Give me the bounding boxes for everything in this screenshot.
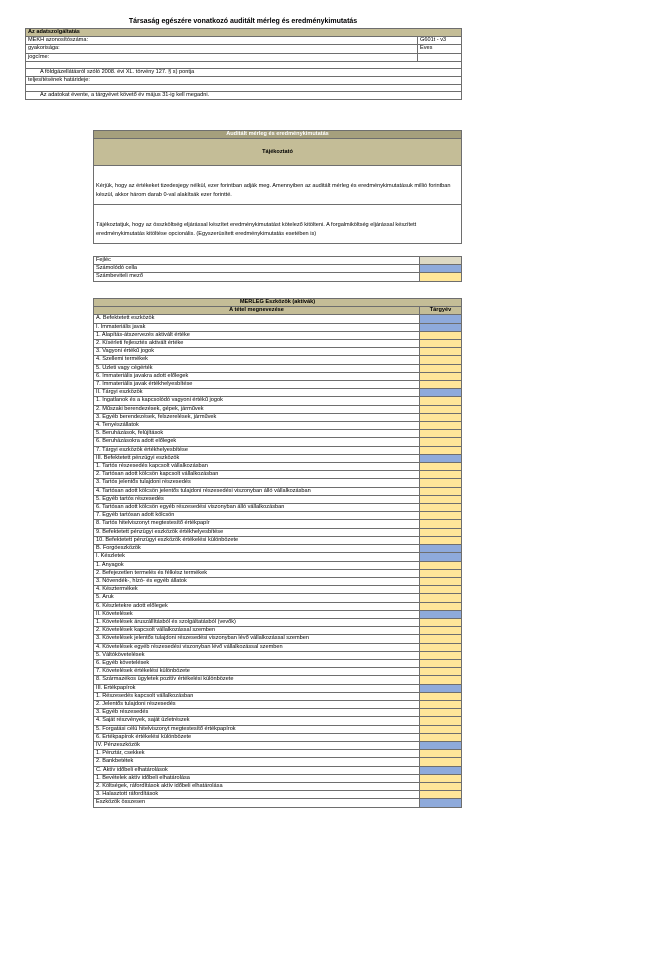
input-cell[interactable] — [420, 348, 462, 356]
table-row — [94, 479, 462, 487]
table-row — [94, 528, 462, 536]
legend-input-label: Számbeviteli mező — [94, 273, 420, 281]
input-cell[interactable] — [420, 463, 462, 471]
table-row — [94, 668, 462, 676]
row-label: IV. Pénzeszközök — [94, 741, 420, 749]
column-header-year: Tárgyév — [420, 307, 462, 315]
table-row — [94, 348, 462, 356]
table-row — [94, 545, 462, 553]
input-cell[interactable] — [420, 717, 462, 725]
table-row — [94, 700, 462, 708]
table-row — [94, 750, 462, 758]
table-row — [94, 635, 462, 643]
table-row — [94, 405, 462, 413]
input-cell[interactable] — [420, 774, 462, 782]
row-label: 1. Tartós részesedés kapcsolt vállalkozásban — [94, 463, 420, 471]
input-cell[interactable] — [420, 594, 462, 602]
table-row — [94, 422, 462, 430]
input-cell[interactable] — [420, 340, 462, 348]
input-cell[interactable] — [420, 372, 462, 380]
table-row — [94, 520, 462, 528]
row-label: 5. Beruházások, felújítások — [94, 430, 420, 438]
table-row — [94, 791, 462, 799]
input-cell[interactable] — [420, 643, 462, 651]
table-row — [94, 512, 462, 520]
table-row — [94, 733, 462, 741]
deadline-text: Az adatokat évente, a tárgyévet követő év május 31-ig kell megadni. — [26, 92, 462, 100]
row-label: 3. Követelések jelentős tulajdoni részesedési viszonyban lévő vállalkozással szemben — [94, 635, 420, 643]
legend-calc-label: Számolódó cella — [94, 265, 420, 273]
legal-label: jogcíme: — [26, 53, 418, 61]
row-label: I. Immateriális javak — [94, 323, 420, 331]
legend-input-swatch — [420, 273, 462, 281]
input-cell[interactable] — [420, 782, 462, 790]
input-cell[interactable] — [420, 750, 462, 758]
input-cell[interactable] — [420, 356, 462, 364]
spacer-row — [26, 85, 462, 92]
calculated-cell — [420, 389, 462, 397]
row-label: 4. Késztermékek — [94, 586, 420, 594]
table-row — [94, 340, 462, 348]
row-label: 1. Részesedés kapcsolt vállalkozásban — [94, 692, 420, 700]
legend-table — [93, 256, 462, 282]
input-cell[interactable] — [420, 405, 462, 413]
row-label: I. Készletek — [94, 553, 420, 561]
input-cell[interactable] — [420, 528, 462, 536]
input-cell[interactable] — [420, 561, 462, 569]
table-row — [94, 463, 462, 471]
row-label: 7. Egyéb tartósan adott kölcsön — [94, 512, 420, 520]
table-row — [94, 766, 462, 774]
row-label: 4. Saját részvények, saját üzletrészek — [94, 717, 420, 725]
row-label: 5. Egyéb tartós részesedés — [94, 495, 420, 503]
table-row — [94, 586, 462, 594]
row-label: III. Értékpapírok — [94, 684, 420, 692]
row-label: 6. Egyéb követelések — [94, 659, 420, 667]
mekh-id-label: MEKH azonosítószáma: — [26, 37, 418, 45]
input-cell[interactable] — [420, 618, 462, 626]
row-label: 8. Származékos ügyletek pozitív értékelési különbözete — [94, 676, 420, 684]
info-paragraph-2: Tájékoztatjuk, hogy az összköltség eljárással készítet eredménykimutatást kötelező kitölteni. A forgalmiköltség eljárással készített eredménykimutatás kitöltése opcionális. (Egyszerüsített eredménykimutatás esetében is) — [94, 205, 462, 244]
input-cell[interactable] — [420, 331, 462, 339]
legal-basis: A földgázellátásról szóló 2008. évi XL. törvény 127. § s) pontja — [26, 68, 462, 76]
input-cell[interactable] — [420, 364, 462, 372]
row-label: 2. Követelések kapcsolt vállalkozással szemben — [94, 627, 420, 635]
row-label: 5. Áruk — [94, 594, 420, 602]
row-label: C. Aktív időbeli elhatárolások — [94, 766, 420, 774]
table-row — [94, 651, 462, 659]
input-cell[interactable] — [420, 422, 462, 430]
provider-header: Az adatszolgáltatás — [26, 29, 462, 37]
row-label: 1. Bevételek aktív időbeli elhatárolása — [94, 774, 420, 782]
row-label: 7. Követelések értékelési különbözete — [94, 668, 420, 676]
table-row — [94, 717, 462, 725]
table-row — [94, 430, 462, 438]
row-label: 1. Pénztár, csekkek — [94, 750, 420, 758]
row-label: 1. Követelések áruszállításból és szolgáltatásból (vevők) — [94, 618, 420, 626]
row-label: 2. Tartósan adott kölcsön kapcsolt vállalkozásban — [94, 471, 420, 479]
row-label: Eszközök összesen — [94, 799, 420, 807]
table-row — [94, 315, 462, 323]
frequency-value: Éves — [418, 45, 462, 53]
input-cell[interactable] — [420, 479, 462, 487]
calculated-cell — [420, 323, 462, 331]
table-row — [94, 561, 462, 569]
column-header-name: A tétel megnevezése — [94, 307, 420, 315]
input-cell[interactable] — [420, 495, 462, 503]
info-subheader: Tájékoztató — [94, 139, 462, 166]
input-cell[interactable] — [420, 709, 462, 717]
row-label: II. Tárgyi eszközök — [94, 389, 420, 397]
input-cell[interactable] — [420, 577, 462, 585]
table-row — [94, 323, 462, 331]
input-cell[interactable] — [420, 397, 462, 405]
row-label: A. Befektetett eszközök — [94, 315, 420, 323]
table-row — [94, 504, 462, 512]
row-label: 5. Forgatási célú hitelviszonyt megtestesítő értékpapírok — [94, 725, 420, 733]
calculated-cell — [420, 454, 462, 462]
input-cell[interactable] — [420, 791, 462, 799]
table-row — [94, 381, 462, 389]
table-row — [94, 553, 462, 561]
table-row — [94, 372, 462, 380]
input-cell[interactable] — [420, 536, 462, 544]
row-label: 2. Befejezetlen termelés és félkész termékek — [94, 569, 420, 577]
input-cell[interactable] — [420, 569, 462, 577]
table-row — [94, 758, 462, 766]
frequency-label: gyakorisága: — [26, 45, 418, 53]
table-row — [94, 487, 462, 495]
legal-value — [418, 53, 462, 61]
legend-header-label: Fejléc — [94, 257, 420, 265]
row-label: 6. Értékpapírok értékelési különbözete — [94, 733, 420, 741]
row-label: 5. Üzleti vagy cégérték — [94, 364, 420, 372]
calculated-cell — [420, 553, 462, 561]
input-cell[interactable] — [420, 413, 462, 421]
row-label: 10. Befektetett pénzügyi eszközök értékelési különbözete — [94, 536, 420, 544]
calculated-cell — [420, 545, 462, 553]
table-row — [94, 454, 462, 462]
row-label: 1. Anyagok — [94, 561, 420, 569]
input-cell[interactable] — [420, 471, 462, 479]
balance-body — [94, 315, 462, 807]
calculated-cell — [420, 799, 462, 807]
balance-header: MÉRLEG Eszközök (aktívák) — [94, 299, 462, 307]
row-label: 1. Alapítás-átszervezés aktivált értéke — [94, 331, 420, 339]
table-row — [94, 389, 462, 397]
info-header: Auditált mérleg és eredménykimutatás — [94, 131, 462, 139]
row-label: 2. Bankbetétek — [94, 758, 420, 766]
info-table — [93, 130, 462, 244]
row-label: 8. Tartós hitelviszonyt megtestesítő értékpapír — [94, 520, 420, 528]
table-row — [94, 709, 462, 717]
row-label: 4. Szellemi termékek — [94, 356, 420, 364]
table-row — [94, 471, 462, 479]
table-row — [94, 618, 462, 626]
input-cell[interactable] — [420, 668, 462, 676]
table-row — [94, 684, 462, 692]
row-label: 1. Ingatlanok és a kapcsolódó vagyoni értékű jogok — [94, 397, 420, 405]
calculated-cell — [420, 315, 462, 323]
row-label: 3. Vagyoni értékű jogok — [94, 348, 420, 356]
row-label: 9. Befektetett pénzügyi eszközök értékhelyesbítése — [94, 528, 420, 536]
table-row — [94, 536, 462, 544]
legend-calc-swatch — [420, 265, 462, 273]
table-row — [94, 577, 462, 585]
table-row — [94, 799, 462, 807]
table-row — [94, 356, 462, 364]
input-cell[interactable] — [420, 692, 462, 700]
row-label: B. Forgóeszközök — [94, 545, 420, 553]
row-label: 7. Immateriális javak értékhelyesbítése — [94, 381, 420, 389]
row-label: 6. Készletekre adott előlegek — [94, 602, 420, 610]
row-label: 3. Halasztott ráfordítások — [94, 791, 420, 799]
input-cell[interactable] — [420, 651, 462, 659]
input-cell[interactable] — [420, 504, 462, 512]
row-label: 3. Egyéb berendezések, felszerelések, járművek — [94, 413, 420, 421]
table-row — [94, 602, 462, 610]
input-cell[interactable] — [420, 627, 462, 635]
table-row — [94, 782, 462, 790]
input-cell[interactable] — [420, 758, 462, 766]
row-label: 2. Jelentős tulajdoni részesedés — [94, 700, 420, 708]
row-label: 5. Váltókövetelések — [94, 651, 420, 659]
deadline-label: teljesítésének határideje: — [26, 77, 462, 85]
row-label: 2. Költségek, ráfordítások aktív időbeli elhatárolása — [94, 782, 420, 790]
row-label: 4. Követelések egyéb részesedési viszonyban lévő vállalkozással szemben — [94, 643, 420, 651]
legend-header-swatch — [420, 257, 462, 265]
row-label: II. Követelések — [94, 610, 420, 618]
mekh-id-value: G601t - v3 — [418, 37, 462, 45]
input-cell[interactable] — [420, 438, 462, 446]
input-cell[interactable] — [420, 700, 462, 708]
table-row — [94, 495, 462, 503]
page-title: Társaság egészére vonatkozó auditált mérleg és eredménykimutatás — [128, 18, 358, 25]
table-row — [94, 446, 462, 454]
row-label: 6. Immateriális javakra adott előlegek — [94, 372, 420, 380]
table-row — [94, 438, 462, 446]
row-label: 4. Tenyészállatok — [94, 422, 420, 430]
input-cell[interactable] — [420, 487, 462, 495]
provider-table — [25, 28, 462, 100]
table-row — [94, 659, 462, 667]
calculated-cell — [420, 610, 462, 618]
row-label: 6. Beruházásokra adott előlegek — [94, 438, 420, 446]
balance-table — [93, 298, 462, 808]
calculated-cell — [420, 741, 462, 749]
row-label: 3. Növendék-, hízó- és egyéb állatok — [94, 577, 420, 585]
row-label: 3. Tartós jelentős tulajdoni részesedés — [94, 479, 420, 487]
table-row — [94, 774, 462, 782]
input-cell[interactable] — [420, 381, 462, 389]
table-row — [94, 676, 462, 684]
table-row — [94, 397, 462, 405]
input-cell[interactable] — [420, 725, 462, 733]
table-row — [94, 725, 462, 733]
table-row — [94, 569, 462, 577]
input-cell[interactable] — [420, 602, 462, 610]
table-row — [94, 331, 462, 339]
info-paragraph-1: Kérjük, hogy az értékeket tizedesjegy nélkül, ezer forintban adják meg. Amennyiben az auditált mérleg és eredménykimutatásuk millió forintban készül, akkor három darab 0-val alakítsák ezer forintté. — [94, 166, 462, 205]
table-row — [94, 692, 462, 700]
row-label: 7. Tárgyi eszközök értékhelyesbítése — [94, 446, 420, 454]
row-label: 2. Kísérleti fejlesztés aktivált értéke — [94, 340, 420, 348]
table-row — [94, 741, 462, 749]
row-label: III. Befektetett pénzügyi eszközök — [94, 454, 420, 462]
table-row — [94, 643, 462, 651]
calculated-cell — [420, 766, 462, 774]
input-cell[interactable] — [420, 635, 462, 643]
input-cell[interactable] — [420, 430, 462, 438]
row-label: 4. Tartósan adott kölcsön jelentős tulajdoni részesedési viszonyban álló vállalkozásban — [94, 487, 420, 495]
input-cell[interactable] — [420, 586, 462, 594]
input-cell[interactable] — [420, 446, 462, 454]
calculated-cell — [420, 684, 462, 692]
row-label: 3. Egyéb részesedés — [94, 709, 420, 717]
input-cell[interactable] — [420, 733, 462, 741]
table-row — [94, 594, 462, 602]
table-row — [94, 627, 462, 635]
input-cell[interactable] — [420, 520, 462, 528]
input-cell[interactable] — [420, 659, 462, 667]
table-row — [94, 413, 462, 421]
table-row — [94, 610, 462, 618]
row-label: 2. Műszaki berendezések, gépek, járművek — [94, 405, 420, 413]
input-cell[interactable] — [420, 676, 462, 684]
spacer-row — [26, 61, 462, 68]
row-label: 6. Tartósan adott kölcsön egyéb részesedési viszonyban álló vállalkozásban — [94, 504, 420, 512]
table-row — [94, 364, 462, 372]
input-cell[interactable] — [420, 512, 462, 520]
